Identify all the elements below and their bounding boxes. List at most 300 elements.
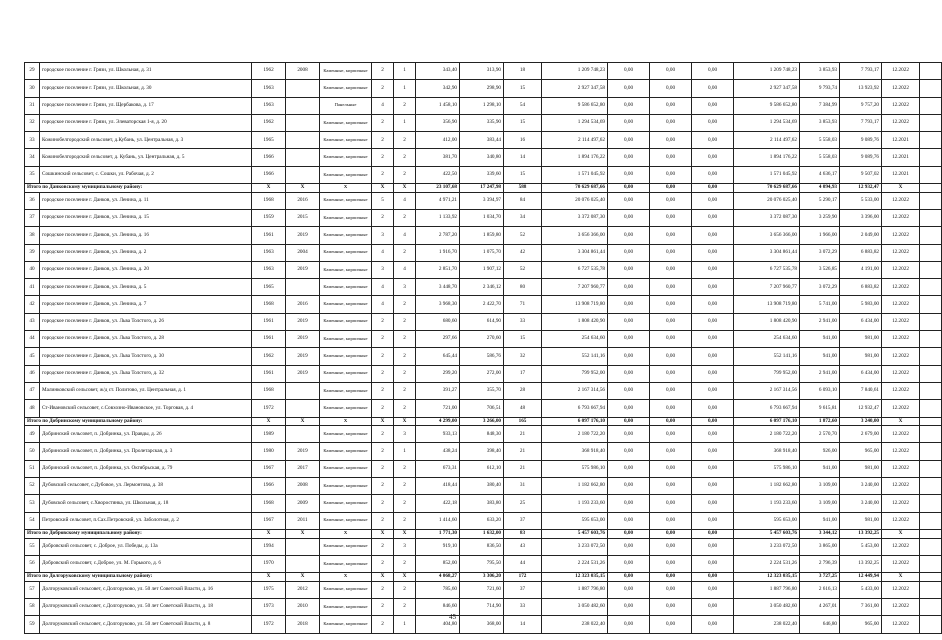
total-area-cell: 1 458,10 [416,97,460,114]
repair-cost-cell: 2 927 347,58 [542,80,608,97]
address-cell: городское поселение г. Данков, ул. Ленина, д. 15 [40,209,252,226]
residents-cell: 172 [504,573,542,582]
floors-cell: 2 [372,426,394,443]
unit-cost-cell: 2 616,13 [800,581,840,598]
owner-funds-cell: 595 653,00 [734,512,800,529]
total-area-cell: 645,44 [416,348,460,365]
address-cell: городское поселение г. Данков, ул. Льва Толстого, д. 26 [40,313,252,330]
entrances-cell: 2 [394,348,416,365]
fund-source-cell: 0,00 [692,313,734,330]
planned-date-cell: 12.2022 [882,244,920,261]
fund-source-cell: 0,00 [650,244,692,261]
floors-cell: 2 [372,512,394,529]
year-renovated-cell [286,538,320,555]
living-area-cell: 2 422,70 [460,296,504,313]
residents-cell: 80 [504,279,542,296]
fund-source-cell: 0,00 [692,512,734,529]
repair-cost-cell: 6 097 176,10 [542,417,608,426]
year-built-cell: 1970 [252,555,286,572]
table-row [25,97,942,114]
fund-source-cell: 0,00 [692,244,734,261]
max-unit-cost-cell: 3 396,00 [840,209,882,226]
planned-date-cell: X [882,573,920,582]
owner-funds-cell: 70 629 687,66 [734,184,800,193]
fund-source-cell: 0,00 [608,598,650,615]
fund-source-cell: 0,00 [692,555,734,572]
year-built-cell: 1989 [252,426,286,443]
spacer-cell [920,598,942,615]
fund-source-cell: 0,00 [650,365,692,382]
unit-cost-cell: 5 558,03 [800,132,840,149]
total-area-cell: 23 107,68 [416,184,460,193]
fund-source-cell: 0,00 [692,184,734,193]
wall-material-cell: Каменные, кирпичные [320,279,372,296]
floors-cell: 2 [372,365,394,382]
floors-cell: 5 [372,192,394,209]
spacer-cell [920,417,942,426]
subtotal-row [25,417,942,426]
year-built-cell: 1962 [252,348,286,365]
fund-source-cell: 0,00 [650,209,692,226]
fund-source-cell: 0,00 [692,426,734,443]
repair-cost-cell: 2 180 722,20 [542,426,608,443]
year-built-cell: 1980 [252,443,286,460]
repair-cost-cell: 799 952,00 [542,365,608,382]
repair-cost-cell: 3 050 482,60 [542,598,608,615]
spacer-cell [920,184,942,193]
total-area-cell: 422,18 [416,495,460,512]
wall-material-cell: Каменные, кирпичные [320,348,372,365]
max-unit-cost-cell: 12 932,47 [840,184,882,193]
fund-source-cell: 0,00 [608,348,650,365]
row-number: 52 [25,478,40,495]
spacer-cell [920,166,942,183]
repair-cost-cell: 1 808 420,90 [542,313,608,330]
row-number: 59 [25,616,40,633]
floors-cell: 2 [372,80,394,97]
table-row [25,426,942,443]
residents-cell: 48 [504,400,542,417]
wall-material-cell: Каменные, кирпичные [320,365,372,382]
spacer-cell [920,313,942,330]
table-row [25,149,942,166]
unit-cost-cell: 941,00 [800,348,840,365]
owner-funds-cell: 1 193 233,60 [734,495,800,512]
residents-cell: 588 [504,184,542,193]
spacer-cell [920,616,942,633]
wall-material-cell: Каменные, кирпичные [320,80,372,97]
entrances-cell: 2 [394,581,416,598]
repair-cost-cell: 1 209 748,23 [542,63,608,80]
year-renovated-cell [286,80,320,97]
entrances-cell: 2 [394,313,416,330]
wall-material-cell: Каменные, кирпичные [320,244,372,261]
table-row [25,244,942,261]
year-built-cell: X [252,529,286,538]
row-number: 34 [25,149,40,166]
table-row [25,443,942,460]
repair-cost-cell: 5 457 603,76 [542,529,608,538]
fund-source-cell: 0,00 [692,443,734,460]
unit-cost-cell: 2 941,00 [800,313,840,330]
address-cell: Добровский сельсовет, с. Доброе, ул. Победы, д. 13а [40,538,252,555]
unit-cost-cell: 3 853,93 [800,63,840,80]
row-number: 39 [25,244,40,261]
residents-cell: 21 [504,443,542,460]
living-area-cell: 836,50 [460,538,504,555]
table-row [25,460,942,477]
entrances-cell: 4 [394,261,416,278]
fund-source-cell: 0,00 [650,296,692,313]
unit-cost-cell: 3 259,90 [800,209,840,226]
living-area-cell: 612,10 [460,460,504,477]
living-area-cell: 614,90 [460,313,504,330]
max-unit-cost-cell: 981,00 [840,512,882,529]
owner-funds-cell: 13 908 719,80 [734,296,800,313]
year-built-cell: 1962 [252,63,286,80]
year-built-cell: 1966 [252,478,286,495]
page-number: 45 [449,613,456,621]
year-renovated-cell [286,400,320,417]
owner-funds-cell: 6 727 535,78 [734,261,800,278]
owner-funds-cell: 20 076 025,40 [734,192,800,209]
repair-cost-cell: 20 076 025,40 [542,192,608,209]
repair-cost-cell: 3 233 072,50 [542,538,608,555]
living-area-cell: 1 859,80 [460,227,504,244]
row-number: 31 [25,97,40,114]
table-row [25,313,942,330]
row-number: 46 [25,365,40,382]
wall-material-cell: Каменные, кирпичные [320,149,372,166]
spacer-cell [920,114,942,131]
wall-material-cell: Каменные, кирпичные [320,460,372,477]
subtotal-label: Итого по Данковскому муниципальному району: [25,184,252,193]
residents-cell: 18 [504,63,542,80]
fund-source-cell: 0,00 [650,382,692,399]
unit-cost-cell: 5 290,17 [800,192,840,209]
wall-material-cell: X [320,417,372,426]
year-built-cell: 1963 [252,244,286,261]
total-area-cell: 4 068,27 [416,573,460,582]
unit-cost-cell: 941,00 [800,512,840,529]
living-area-cell: 2 346,12 [460,279,504,296]
residents-cell: 25 [504,495,542,512]
address-cell: Кожинобелгородский сельсовет, д.Кубань, ул. Центральная, д. 3 [40,132,252,149]
row-number: 32 [25,114,40,131]
residents-cell: 37 [504,581,542,598]
housing-register-table [24,62,942,634]
residents-cell: 17 [504,365,542,382]
fund-source-cell: 0,00 [692,495,734,512]
floors-cell: 2 [372,114,394,131]
owner-funds-cell: 2 167 314,56 [734,382,800,399]
floors-cell: 2 [372,598,394,615]
row-number: 30 [25,80,40,97]
unit-cost-cell: 646,80 [800,616,840,633]
fund-source-cell: 0,00 [608,192,650,209]
fund-source-cell: 0,00 [692,365,734,382]
entrances-cell: 2 [394,331,416,348]
floors-cell: 4 [372,296,394,313]
planned-date-cell: 12.2022 [882,227,920,244]
owner-funds-cell: 1 808 420,90 [734,313,800,330]
floors-cell: X [372,184,394,193]
total-area-cell: 4 971,21 [416,192,460,209]
unit-cost-cell: 3 109,00 [800,495,840,512]
year-renovated-cell: 2017 [286,460,320,477]
floors-cell: 4 [372,244,394,261]
planned-date-cell: 12.2022 [882,426,920,443]
owner-funds-cell: 5 457 603,76 [734,529,800,538]
unit-cost-cell: 941,00 [800,460,840,477]
spacer-cell [920,365,942,382]
table-row [25,495,942,512]
year-renovated-cell: 2015 [286,209,320,226]
spacer-cell [920,573,942,582]
total-area-cell: 1 133,92 [416,209,460,226]
year-renovated-cell: 2008 [286,63,320,80]
fund-source-cell: 0,00 [692,80,734,97]
total-area-cell: 2 851,70 [416,261,460,278]
fund-source-cell: 0,00 [608,184,650,193]
total-area-cell: 299,20 [416,365,460,382]
repair-cost-cell: 70 629 687,66 [542,184,608,193]
spacer-cell [920,227,942,244]
unit-cost-cell: 7 384,99 [800,97,840,114]
planned-date-cell: 12.2022 [882,495,920,512]
fund-source-cell: 0,00 [650,97,692,114]
planned-date-cell: 12.2022 [882,400,920,417]
entrances-cell: 2 [394,296,416,313]
living-area-cell: 1 907,12 [460,261,504,278]
unit-cost-cell: 5 741,00 [800,296,840,313]
owner-funds-cell: 552 141,16 [734,348,800,365]
max-unit-cost-cell: 981,00 [840,460,882,477]
total-area-cell: 412,00 [416,132,460,149]
address-cell: городское поселение г. Данков, ул. Ленина, д. 2 [40,244,252,261]
year-built-cell: 1965 [252,279,286,296]
owner-funds-cell: 1 894 176,22 [734,149,800,166]
unit-cost-cell: 3 727,25 [800,573,840,582]
max-unit-cost-cell: 3 240,00 [840,417,882,426]
planned-date-cell: 12.2022 [882,581,920,598]
wall-material-cell: Каменные, кирпичные [320,296,372,313]
year-renovated-cell: 2008 [286,478,320,495]
row-number: 35 [25,166,40,183]
planned-date-cell: 12.2021 [882,149,920,166]
owner-funds-cell: 2 224 531,26 [734,555,800,572]
planned-date-cell: 12.2022 [882,331,920,348]
wall-material-cell: Каменные, кирпичные [320,598,372,615]
year-renovated-cell [286,426,320,443]
total-area-cell: 852,00 [416,555,460,572]
entrances-cell: 1 [394,63,416,80]
total-area-cell: 933,13 [416,426,460,443]
fund-source-cell: 0,00 [692,279,734,296]
wall-material-cell: X [320,573,372,582]
year-built-cell: 1967 [252,512,286,529]
wall-material-cell: Каменные, кирпичные [320,192,372,209]
table-row [25,538,942,555]
table-row [25,348,942,365]
fund-source-cell: 0,00 [692,97,734,114]
owner-funds-cell: 3 656 366,00 [734,227,800,244]
fund-source-cell: 0,00 [692,348,734,365]
unit-cost-cell: 4 267,01 [800,598,840,615]
row-number: 45 [25,348,40,365]
wall-material-cell: Каменные, кирпичные [320,512,372,529]
floors-cell: X [372,417,394,426]
entrances-cell: 2 [394,132,416,149]
fund-source-cell: 0,00 [650,598,692,615]
row-number: 29 [25,63,40,80]
wall-material-cell: Каменные, кирпичные [320,166,372,183]
owner-funds-cell: 3 372 087,30 [734,209,800,226]
fund-source-cell: 0,00 [650,616,692,633]
floors-cell: 2 [372,478,394,495]
fund-source-cell: 0,00 [608,97,650,114]
fund-source-cell: 0,00 [608,365,650,382]
wall-material-cell: Каменные, кирпичные [320,313,372,330]
total-area-cell: 422,50 [416,166,460,183]
living-area-cell: 1 075,70 [460,244,504,261]
spacer-cell [920,244,942,261]
fund-source-cell: 0,00 [692,529,734,538]
fund-source-cell: 0,00 [650,80,692,97]
living-area-cell: 272,00 [460,365,504,382]
address-cell: городское поселение г. Данков, ул. Ленина, д. 7 [40,296,252,313]
fund-source-cell: 0,00 [650,417,692,426]
total-area-cell: 673,31 [416,460,460,477]
year-built-cell: 1967 [252,460,286,477]
address-cell: Добринский сельсовет, п. Добринка, ул. Правды, д. 26 [40,426,252,443]
residents-cell: 14 [504,616,542,633]
owner-funds-cell: 3 304 861,44 [734,244,800,261]
unit-cost-cell: 926,00 [800,443,840,460]
wall-material-cell: X [320,529,372,538]
spacer-cell [920,279,942,296]
table-row [25,555,942,572]
entrances-cell: 2 [394,598,416,615]
table-row [25,365,942,382]
row-number: 33 [25,132,40,149]
total-area-cell: 4 299,00 [416,417,460,426]
address-cell: городское поселение г. Грязи, ул. Элеваторская 1-я, д. 20 [40,114,252,131]
planned-date-cell: 12.2022 [882,97,920,114]
row-number: 38 [25,227,40,244]
spacer-cell [920,555,942,572]
fund-source-cell: 0,00 [692,149,734,166]
max-unit-cost-cell: 2 679,00 [840,426,882,443]
floors-cell: 2 [372,495,394,512]
residents-cell: 16 [504,132,542,149]
row-number: 54 [25,512,40,529]
address-cell: городское поселение г. Данков, ул. Льва Толстого, д. 30 [40,348,252,365]
year-built-cell: 1968 [252,192,286,209]
row-number: 36 [25,192,40,209]
repair-cost-cell: 1 182 662,80 [542,478,608,495]
year-renovated-cell [286,97,320,114]
floors-cell: 2 [372,209,394,226]
year-built-cell: 1963 [252,97,286,114]
total-area-cell: 680,60 [416,313,460,330]
total-area-cell: 297,66 [416,331,460,348]
entrances-cell: 3 [394,426,416,443]
row-number: 44 [25,331,40,348]
max-unit-cost-cell: 2 049,00 [840,227,882,244]
residents-cell: 15 [504,114,542,131]
repair-cost-cell: 3 304 861,44 [542,244,608,261]
year-renovated-cell: 2019 [286,331,320,348]
repair-cost-cell: 1 887 796,80 [542,581,608,598]
owner-funds-cell: 1 887 796,80 [734,581,800,598]
planned-date-cell: 12.2022 [882,313,920,330]
repair-cost-cell: 1 894 176,22 [542,149,608,166]
year-built-cell: 1963 [252,261,286,278]
total-area-cell: 721,00 [416,400,460,417]
spacer-cell [920,529,942,538]
spacer-cell [920,209,942,226]
living-area-cell: 714,90 [460,598,504,615]
year-renovated-cell: 2019 [286,261,320,278]
year-renovated-cell: 2010 [286,598,320,615]
total-area-cell: 418,44 [416,478,460,495]
entrances-cell: 2 [394,512,416,529]
table-row [25,331,942,348]
row-number: 49 [25,426,40,443]
year-built-cell: 1994 [252,538,286,555]
fund-source-cell: 0,00 [608,443,650,460]
entrances-cell: 2 [394,382,416,399]
fund-source-cell: 0,00 [650,538,692,555]
year-built-cell: 1959 [252,209,286,226]
fund-source-cell: 0,00 [650,478,692,495]
max-unit-cost-cell: 981,00 [840,331,882,348]
entrances-cell: 2 [394,478,416,495]
spacer-cell [920,400,942,417]
residents-cell: 15 [504,80,542,97]
year-renovated-cell [286,114,320,131]
year-built-cell: 1961 [252,365,286,382]
table-row [25,296,942,313]
register-sheet [24,62,942,634]
max-unit-cost-cell: 13 392,25 [840,555,882,572]
fund-source-cell: 0,00 [692,192,734,209]
owner-funds-cell: 2 180 722,20 [734,426,800,443]
wall-material-cell: Каменные, кирпичные [320,555,372,572]
year-renovated-cell: 2004 [286,244,320,261]
fund-source-cell: 0,00 [692,132,734,149]
year-built-cell: X [252,417,286,426]
living-area-cell: 380,40 [460,478,504,495]
address-cell: Добринский сельсовет, п. Добринка, ул. Пролетарская, д. 3 [40,443,252,460]
subtotal-label: Итого по Добровскому муниципальному району: [25,529,252,538]
living-area-cell: 1 298,10 [460,97,504,114]
total-area-cell: 1 916,70 [416,244,460,261]
spacer-cell [920,80,942,97]
entrances-cell: 2 [394,555,416,572]
year-renovated-cell: X [286,184,320,193]
planned-date-cell: 12.2022 [882,616,920,633]
fund-source-cell: 0,00 [608,209,650,226]
total-area-cell: 438,24 [416,443,460,460]
wall-material-cell: Каменные, кирпичные [320,616,372,633]
living-area-cell: 398,40 [460,443,504,460]
unit-cost-cell: 1 966,00 [800,227,840,244]
year-built-cell: 1965 [252,132,286,149]
fund-source-cell: 0,00 [692,296,734,313]
address-cell: Ст-Ивановский сельсовет, с.Совхозно-Ивановское, ул. Торговая, д. 4 [40,400,252,417]
